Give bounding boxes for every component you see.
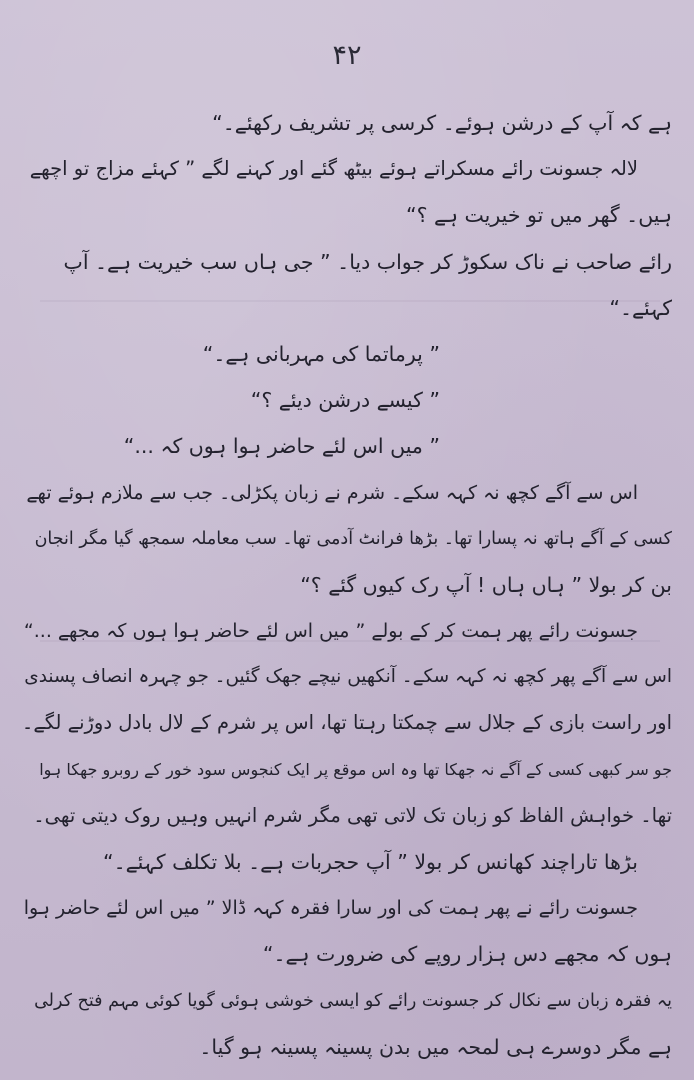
text-line: ” میں اس لئے حاضر ہوا ہوں کہ ...“ [123,434,440,459]
text-line: ہے کہ آپ کے درشن ہوئے۔ کرسی پر تشریف رکھئے۔“ [212,111,672,135]
text-line: بڑھا تاراچند کھانس کر بولا ” آپ حجربات ہے۔ بلا تکلف کہئے۔“ [103,850,638,874]
text-line: اس سے آگے کچھ نہ کہہ سکے۔ شرم نے زبان پکڑلی۔ جب سے ملازم ہوئے تھے [26,481,638,504]
text-line: کہئے۔“ [609,295,672,320]
text-line: ہے مگر دوسرے ہی لمحہ میں بدن پسینہ پسینہ ہو گیا۔ [199,1034,672,1059]
text-line: ” پرماتما کی مہربانی ہے۔“ [202,341,440,366]
text-line: لالہ جسونت رائے مسکراتے ہوئے بیٹھ گئے اور کہنے لگے ” کہئے مزاج تو اچھے [29,157,638,181]
page-number: ۴۲ [332,40,362,71]
text-line: جسونت رائے پھر ہمت کر کے بولے ” میں اس لئے حاضر ہوا ہوں کہ مجھے ...“ [23,620,638,643]
text-line: بن کر بولا ” ہاں ہاں ! آپ رک کیوں گئے ؟“ [300,572,672,597]
text-line: تھا۔ خواہش الفاظ کو زبان تک لاتی تھی مگر شرم انہیں وہیں روک دیتی تھی۔ [33,803,672,827]
text-line: اس سے آگے پھر کچھ نہ کہہ سکے۔ آنکھیں نیچے جھک گئیں۔ جو چہرہ انصاف پسندی [24,666,672,688]
text-line: رائے صاحب نے ناک سکوڑ کر جواب دیا۔ ” جی ہاں سب خیریت ہے۔ آپ [63,249,672,274]
text-line: جسونت رائے نے پھر ہمت کی اور سارا فقرہ کہہ ڈالا ” میں اس لئے حاضر ہوا [23,897,638,920]
text-line: یہ فقرہ زبان سے نکال کر جسونت رائے کو ایسی خوشی ہوئی گویا کوئی مہم فتح کرلی [34,990,672,1011]
text-line: جو سر کبھی کسی کے آگے نہ جھکا تھا وہ اس موقع پر ایک کنجوس سود خور کے روبرو جھکا ہوا [39,759,672,779]
text-line: کسی کے آگے ہاتھ نہ پسارا تھا۔ بڑھا فرانٹ آدمی تھا۔ سب معاملہ سمجھ گیا مگر انجان [34,528,672,549]
text-line: ہیں۔ گھر میں تو خیریت ہے ؟“ [405,203,672,228]
page-body [22,100,672,1070]
text-line: ” کیسے درشن دیئے ؟“ [250,388,440,413]
text-line: اور راست بازی کے جلال سے چمکتا رہتا تھا، اس پر شرم کے لال بادل دوڑنے لگے۔ [22,711,672,735]
text-line: ہوں کہ مجھے دس ہزار روپے کی ضرورت ہے۔“ [262,942,672,967]
